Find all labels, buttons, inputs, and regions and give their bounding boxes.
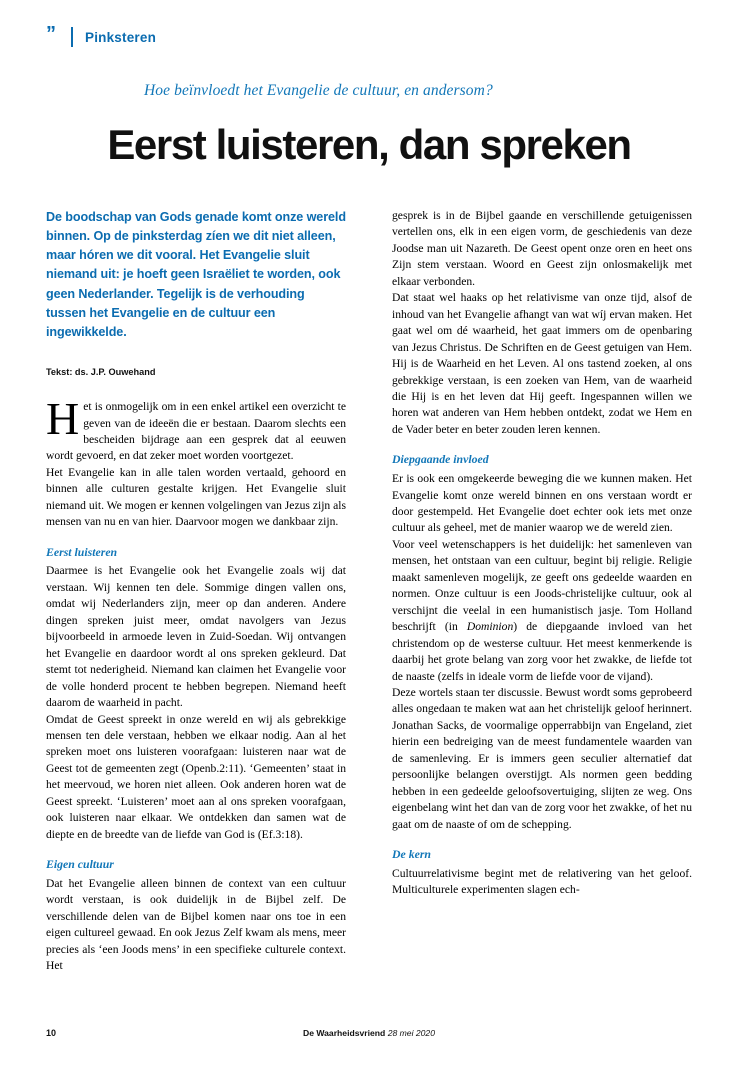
body-paragraph: Daarmee is het Evangelie ook het Evangelie zoals wij dat verstaan. Wij kennen ten dele. Sommige dingen vallen ons, omdat wij Nederlanders zijn, meer op dan anderen. Andere dingen spreken juist meer, omdat navolgers van Jezus bijvoorbeeld in armoede leven in Zuid-Soedan. Wij ontvangen het Evangelie en daardoor wordt al ons spreken gekleurd. Dat stemt tot nederigheid. Niemand kan claimen het Evangelie voor de volle honderd procent te hebben begrepen. Niemand heeft daarom de waarheid in pacht.	[46, 564, 346, 710]
article-kicker: Hoe beïnvloedt het Evangelie de cultuur, en andersom?	[144, 82, 493, 99]
body-paragraph: Voor veel wetenschappers is het duidelijk: het samenleven van mensen, het ontstaan van een cultuur, begint bij religie. Religie maakt samenleven mogelijk, ze geeft ons gedeelde waarden en normen. Onze cultuur is een Joods-christelijke cultuur, ook al verschijnt die veelal in een humanistisch jasje. Tom Holland beschrijft (in Dominion) de diepgaande invloed van het christendom op de westerse cultuur. Het meest kenmerkende is daarbij het grote belang van zorg voor het zwakke, de liefde tot de naaste (zelfs in ideale vorm de liefde voor de vijand).	[392, 537, 692, 683]
body-paragraph: Het Evangelie kan in alle talen worden vertaald, gehoord en binnen alle culturen gestalte krijgen. Het Evangelie sluit niemand uit. We mogen er kennen volgelingen van Jezus zijn als mensen van nu en van hier. Daarvoor mogen we dankbaar zijn.	[46, 465, 346, 529]
footer-publication-info	[46, 1028, 692, 1038]
header-divider	[71, 27, 73, 47]
body-paragraph-intro: Het is onmogelijk om in een enkel artikel een overzicht te geven van de ideeën die er bestaan. Daarom slechts een bescheiden bijdrage aan een gesprek dat al eeuwen wordt gevoerd, en dat zeker moet worden voortgezet.	[46, 393, 346, 463]
section-label: Pinksteren	[85, 29, 157, 45]
subheading-eerst-luisteren: Eerst luisteren	[46, 544, 118, 559]
body-paragraph: Dat staat wel haaks op het relativisme van onze tijd, alsof de inhoud van het Evangelie afhangt van wat wíj ervan maken. Het gaat wel om dé waarheid, het gaat immers om de openbaring van Jezus Christus. De Schriften en de Geest getuigen van Hem. Hij is de Waarheid en het Leven. Al ons tastend zoeken, al ons gebrekkige verstaan, is een zoeken van Hem, van de waarheid die Hij is en het leven dat Hij geeft. Ingespannen willen we horen wat anderen van Hem hebben ontdekt, zodat we Hem en de Vader beter en beter zouden leren kennen.	[392, 291, 692, 436]
right-column	[392, 208, 692, 899]
issue-date: 28 mei 2020	[387, 1028, 435, 1038]
quote-icon: ”	[46, 23, 55, 45]
subheading-diepgaande-invloed: Diepgaande invloed	[392, 452, 489, 467]
page-title: Eerst luisteren, dan spreken	[107, 121, 631, 168]
publication-name: De Waarheidsvriend	[302, 1028, 386, 1038]
body-paragraph: Cultuurrelativisme begint met de relativering van het geloof. Multiculturele experimenten slagen ech-	[392, 866, 692, 897]
article-byline: Tekst: ds. J.P. Ouwehand	[46, 366, 156, 377]
body-paragraph: Dat het Evangelie alleen binnen de context van een cultuur wordt verstaan, is ook duidelijk in de Bijbel zelf. De verschillende delen van de Bijbel komen naar ons toe in een eigen cultureel gewaad. En ook Jezus Zelf kwam als mens, meer precies als ‘een Joods mens’ in een specifieke culturele context. Het	[46, 876, 346, 973]
page-number: 10	[46, 1028, 57, 1038]
page-header	[46, 23, 692, 48]
page-footer	[46, 1028, 692, 1042]
body-paragraph: Er is ook een omgekeerde beweging die we kunnen maken. Het Evangelie komt onze wereld binnen en ons verstaan wordt er door gestempeld. Het Evangelie doet echter ook iets met onze cultuur als geheel, met de manier waarop we de wereld zien.	[392, 472, 692, 535]
body-paragraph: Omdat de Geest spreekt in onze wereld en wij als gebrekkige mensen ten dele verstaan, hebben we elkaar nodig. Aan al het spreken moet ons luisteren voorafgaan: luisteren naar wat de Geest tot de gemeenten zegt (Openb.2:11). ‘Gemeenten’ staat in het meervoud, we horen niet alleen. Ook anderen horen wat de Geest spreekt. ‘Luisteren’ moet aan al ons spreken voorafgaan, ook luisteren naar elkaar. We ontdekken dan samen wat de diepte en de breedte van de liefde van God is (Ef.3:18).	[46, 712, 346, 841]
subheading-de-kern: De kern	[392, 847, 431, 862]
subheading-eigen-cultuur: Eigen cultuur	[46, 857, 114, 872]
left-column	[46, 208, 346, 975]
body-paragraph: Deze wortels staan ter discussie. Bewust wordt soms geprobeerd alles ongedaan te maken wat aan het christelijk geloof herinnert. Jonathan Sacks, de voormalige opperrabbijn van Engeland, ziet hierin een bedreiging van de meest fundamentele waarden van de samenleving. Er is immers geen seculier alternatief dat persoonlijke belangen overstijgt. Als normen geen bedding hebben in een gedeelde geloofsovertuiging, slijten ze weg. Ons eigenbelang wint het dan van de zorg voor het zwakke, of het nu gaat om de naaste of om de schepping.	[392, 685, 692, 831]
article-standfirst: De boodschap van Gods genade komt onze wereld binnen. Op de pinksterdag zíen we dit niet alleen, maar hóren we dit vooral. Het Evangelie sluit niemand uit: je hoeft geen Israëliet te worden, ook geen Nederlander. Tegelijk is de verhouding tussen het Evangelie en de cultuur een ingewikkelde.	[46, 210, 346, 339]
body-paragraph: gesprek is in de Bijbel gaande en verschillende getuigenissen vertellen ons, elk in een eigen vorm, de geschiedenis van deze Joodse man uit Nazareth. De Geest opent onze oren en heet ons Zijn stem verstaan. Woord en Geest zijn onlosmakelijk met elkaar verbonden.	[392, 209, 692, 288]
